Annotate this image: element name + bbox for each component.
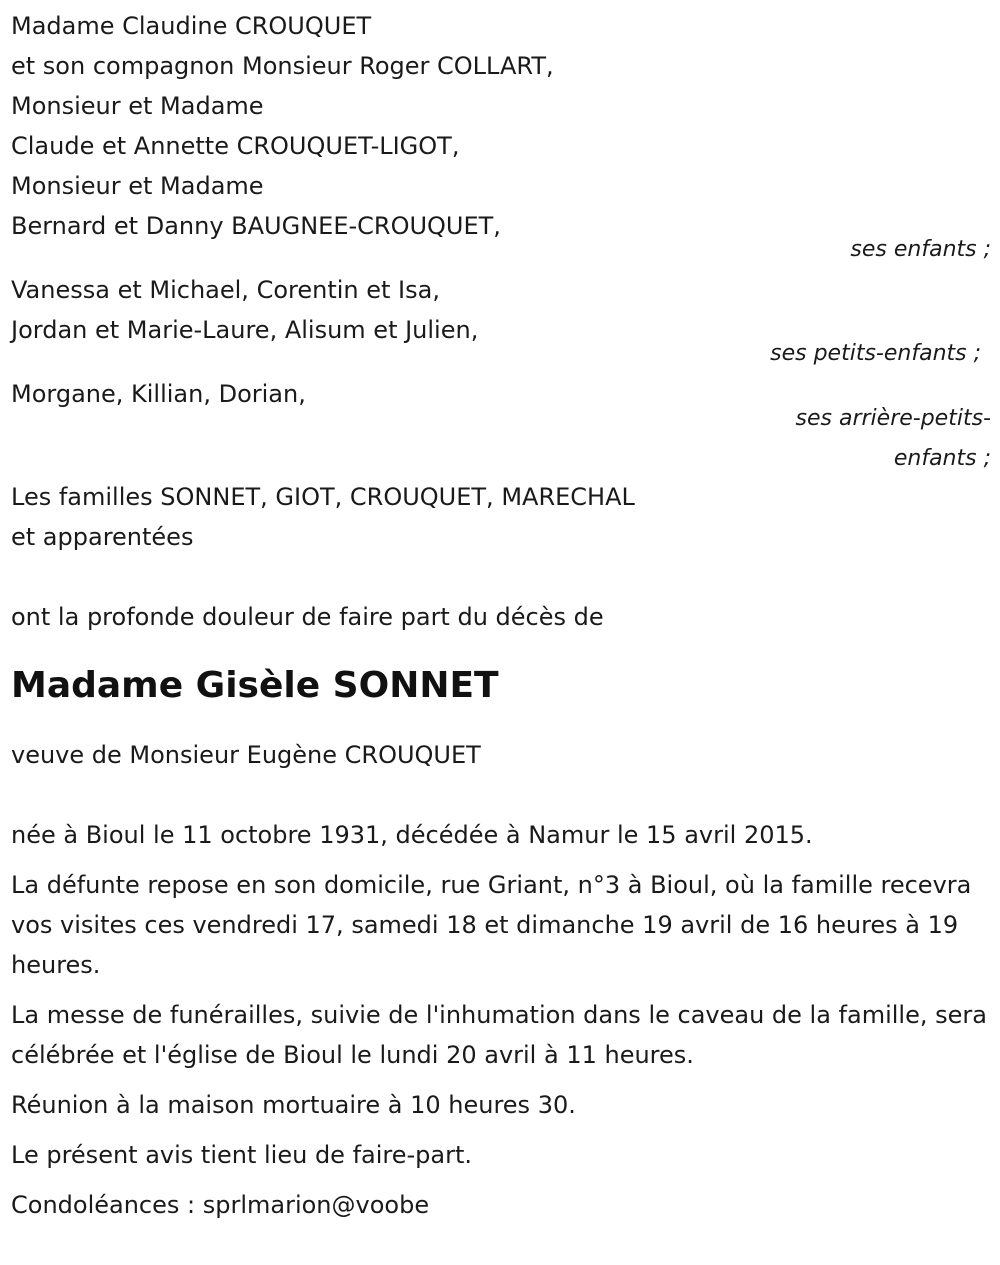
great-grandchildren-role xyxy=(796,399,991,479)
children-line: Monsieur et Madame xyxy=(11,92,264,120)
condolences-info: Condoléances : sprlmarion@voobe xyxy=(11,1191,430,1219)
grandchildren-section xyxy=(11,270,991,374)
great-grandchildren-role-line: ses arrière-petits- xyxy=(795,406,991,431)
birth-death-info: née à Bioul le 11 octobre 1931, décédée à Namur le 15 avril 2015. xyxy=(11,821,813,849)
deceased-name: Madame Gisèle SONNET xyxy=(11,665,499,706)
funeral-info: La messe de funérailles, suivie de l'inhumation dans le caveau de la famille, sera célébrée et l'église de Bioul le lundi 20 avril à 11 heures. xyxy=(11,1001,987,1069)
families-section xyxy=(11,477,991,557)
children-line: et son compagnon Monsieur Roger COLLART, xyxy=(11,52,554,80)
great-grandchildren-section xyxy=(11,374,991,477)
announcement-text: ont la profonde douleur de faire part du décès de xyxy=(11,603,604,631)
children-line: Bernard et Danny BAUGNEE-CROUQUET, xyxy=(11,212,501,240)
children-line: Madame Claudine CROUQUET xyxy=(11,12,372,40)
children-role: ses enfants ; xyxy=(850,237,991,262)
gathering-info: Réunion à la maison mortuaire à 10 heures 30. xyxy=(11,1091,576,1119)
great-grandchildren-line: Morgane, Killian, Dorian, xyxy=(11,380,306,408)
families-line: Les familles SONNET, GIOT, CROUQUET, MARECHAL xyxy=(11,483,635,511)
grandchildren-role: ses petits-enfants ; xyxy=(770,341,981,366)
notice-info: Le présent avis tient lieu de faire-part. xyxy=(11,1141,473,1169)
details-section xyxy=(11,815,991,1225)
widow-of-text: veuve de Monsieur Eugène CROUQUET xyxy=(11,741,481,769)
children-section xyxy=(11,6,991,270)
grandchildren-line: Jordan et Marie-Laure, Alisum et Julien, xyxy=(11,316,479,344)
obituary-notice xyxy=(11,6,991,1235)
children-line: Monsieur et Madame xyxy=(11,172,264,200)
grandchildren-line: Vanessa et Michael, Corentin et Isa, xyxy=(11,276,440,304)
families-line: et apparentées xyxy=(11,523,194,551)
great-grandchildren-role-line: enfants ; xyxy=(893,446,991,471)
children-line: Claude et Annette CROUQUET-LIGOT, xyxy=(11,132,460,160)
visitation-info: La défunte repose en son domicile, rue Griant, n°3 à Bioul, où la famille recevra vos visites ces vendredi 17, samedi 18 et dimanche 19 avril de 16 heures à 19 heures. xyxy=(11,871,972,979)
